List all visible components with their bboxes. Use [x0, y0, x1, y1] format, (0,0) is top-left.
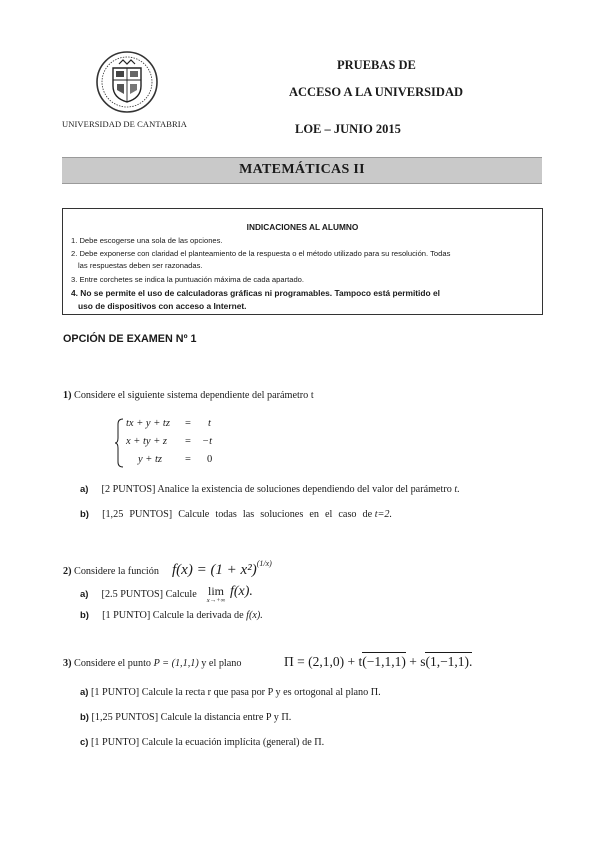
q3-b-text: [1,25 PUNTOS] Calcule la distancia entre P y Π. [91, 712, 292, 723]
q3-number: 3) [63, 658, 72, 669]
q3-c-text: [1 PUNTO] Calcule la ecuación implícita (general) de Π. [91, 737, 325, 748]
subject-bar [62, 157, 542, 184]
q1-eq1-sign: = [185, 418, 191, 429]
q2-part-a [80, 589, 197, 600]
q2-a-text: [2.5 PUNTOS] Calcule [101, 589, 197, 600]
option-title: OPCIÓN DE EXAMEN Nº 1 [63, 333, 197, 345]
q3-part-a [80, 687, 381, 698]
q1-a-var: t. [454, 484, 460, 495]
q3-vec2: (1,−1,1). [425, 654, 473, 669]
q3-plane-lhs: Π = (2,1,0) + t [284, 654, 363, 669]
q3-b-label: b) [80, 712, 89, 723]
q3-text-mid: y el plano [201, 658, 242, 669]
header-title-line2: ACCESO A LA UNIVERSIDAD [289, 85, 463, 99]
q1-eq2-rhs: −t [202, 436, 213, 447]
q1-eq3-sign: = [185, 454, 191, 465]
q2-lim-word: lim [207, 584, 224, 598]
q1-eq1-lhs: tx + y + tz [126, 418, 170, 429]
q1-b-text: [1,25 PUNTOS] Calcule todas las soluciones en el caso de [102, 509, 373, 520]
q1-eq2-lhs: x + ty + z [126, 436, 167, 447]
q2-lim [203, 584, 229, 604]
q3-c-label: c) [80, 737, 89, 748]
q1-number: 1) [63, 390, 72, 401]
instruction-2a: 2. Debe exponerse con claridad el planteamiento de la respuesta o el método utilizado para su resolución. Todas [71, 249, 451, 258]
q2-a-label: a) [80, 589, 89, 600]
q1-text: Considere el siguiente sistema dependiente del parámetro t [74, 390, 314, 401]
q2-lim-expr: f(x). [230, 584, 253, 599]
q1-part-b [80, 509, 392, 520]
q1-eq3-rhs: 0 [207, 454, 213, 465]
subject-title: MATEMÁTICAS II [239, 162, 365, 177]
q1-statement [63, 390, 314, 401]
q1-part-a [80, 484, 460, 495]
q2-b-expr: f(x). [246, 610, 263, 621]
q1-eq2-sign: = [185, 436, 191, 447]
q3-point: P = (1,1,1) [153, 658, 199, 669]
q2-part-b [80, 610, 263, 621]
q3-statement [63, 658, 241, 669]
q3-a-label: a) [80, 687, 89, 698]
q3-a-text: [1 PUNTO] Calcule la recta r que pasa por P y es ortogonal al plano Π. [91, 687, 381, 698]
q2-b-label: b) [80, 610, 89, 621]
instructions-box [62, 208, 543, 315]
instruction-2b: las respuestas deben ser razonadas. [78, 261, 203, 270]
q3-part-b [80, 712, 291, 723]
university-name: UNIVERSIDAD DE CANTABRIA [62, 119, 187, 129]
system-brace [115, 418, 125, 468]
q3-plus: + s [409, 654, 426, 669]
q2-b-text: [1 PUNTO] Calcule la derivada de [102, 610, 244, 621]
university-crest-logo [95, 50, 159, 114]
q1-b-cond: t=2. [374, 509, 393, 520]
q2-function [172, 561, 272, 579]
q2-func-exponent: (1/x) [256, 559, 272, 568]
instruction-4b: uso de dispositivos con acceso a Internet. [78, 301, 247, 311]
q2-statement [63, 566, 159, 577]
instructions-title: INDICACIONES AL ALUMNO [246, 222, 359, 232]
instruction-3: 3. Entre corchetes se indica la puntuación máxima de cada apartado. [71, 275, 305, 284]
q3-plane [284, 654, 472, 670]
q2-func-lhs: f(x) = (1 + x²) [172, 562, 257, 578]
q2-number: 2) [63, 566, 72, 577]
q3-text-pre: Considere el punto [74, 658, 152, 669]
q2-lim-sub: x→+∞ [206, 597, 226, 604]
q1-a-label: a) [80, 484, 89, 495]
instruction-1: 1. Debe escogerse una sola de las opciones. [71, 236, 223, 245]
q1-a-text: [2 PUNTOS] Analice la existencia de soluciones dependiendo del valor del parámetro [101, 484, 452, 495]
header-title-line1: PRUEBAS DE [337, 58, 416, 72]
q1-eq3-lhs: y + tz [138, 454, 162, 465]
instruction-4a: 4. No se permite el uso de calculadoras gráficas ni programables. Tampoco está permitido el [71, 288, 440, 298]
q2-text: Considere la función [74, 566, 159, 577]
q1-eq1-rhs: t [208, 418, 211, 429]
exam-session: LOE – JUNIO 2015 [295, 122, 401, 136]
q1-b-label: b) [80, 509, 89, 520]
q3-vec1: (−1,1,1) [362, 654, 406, 669]
q3-part-c [80, 737, 324, 748]
